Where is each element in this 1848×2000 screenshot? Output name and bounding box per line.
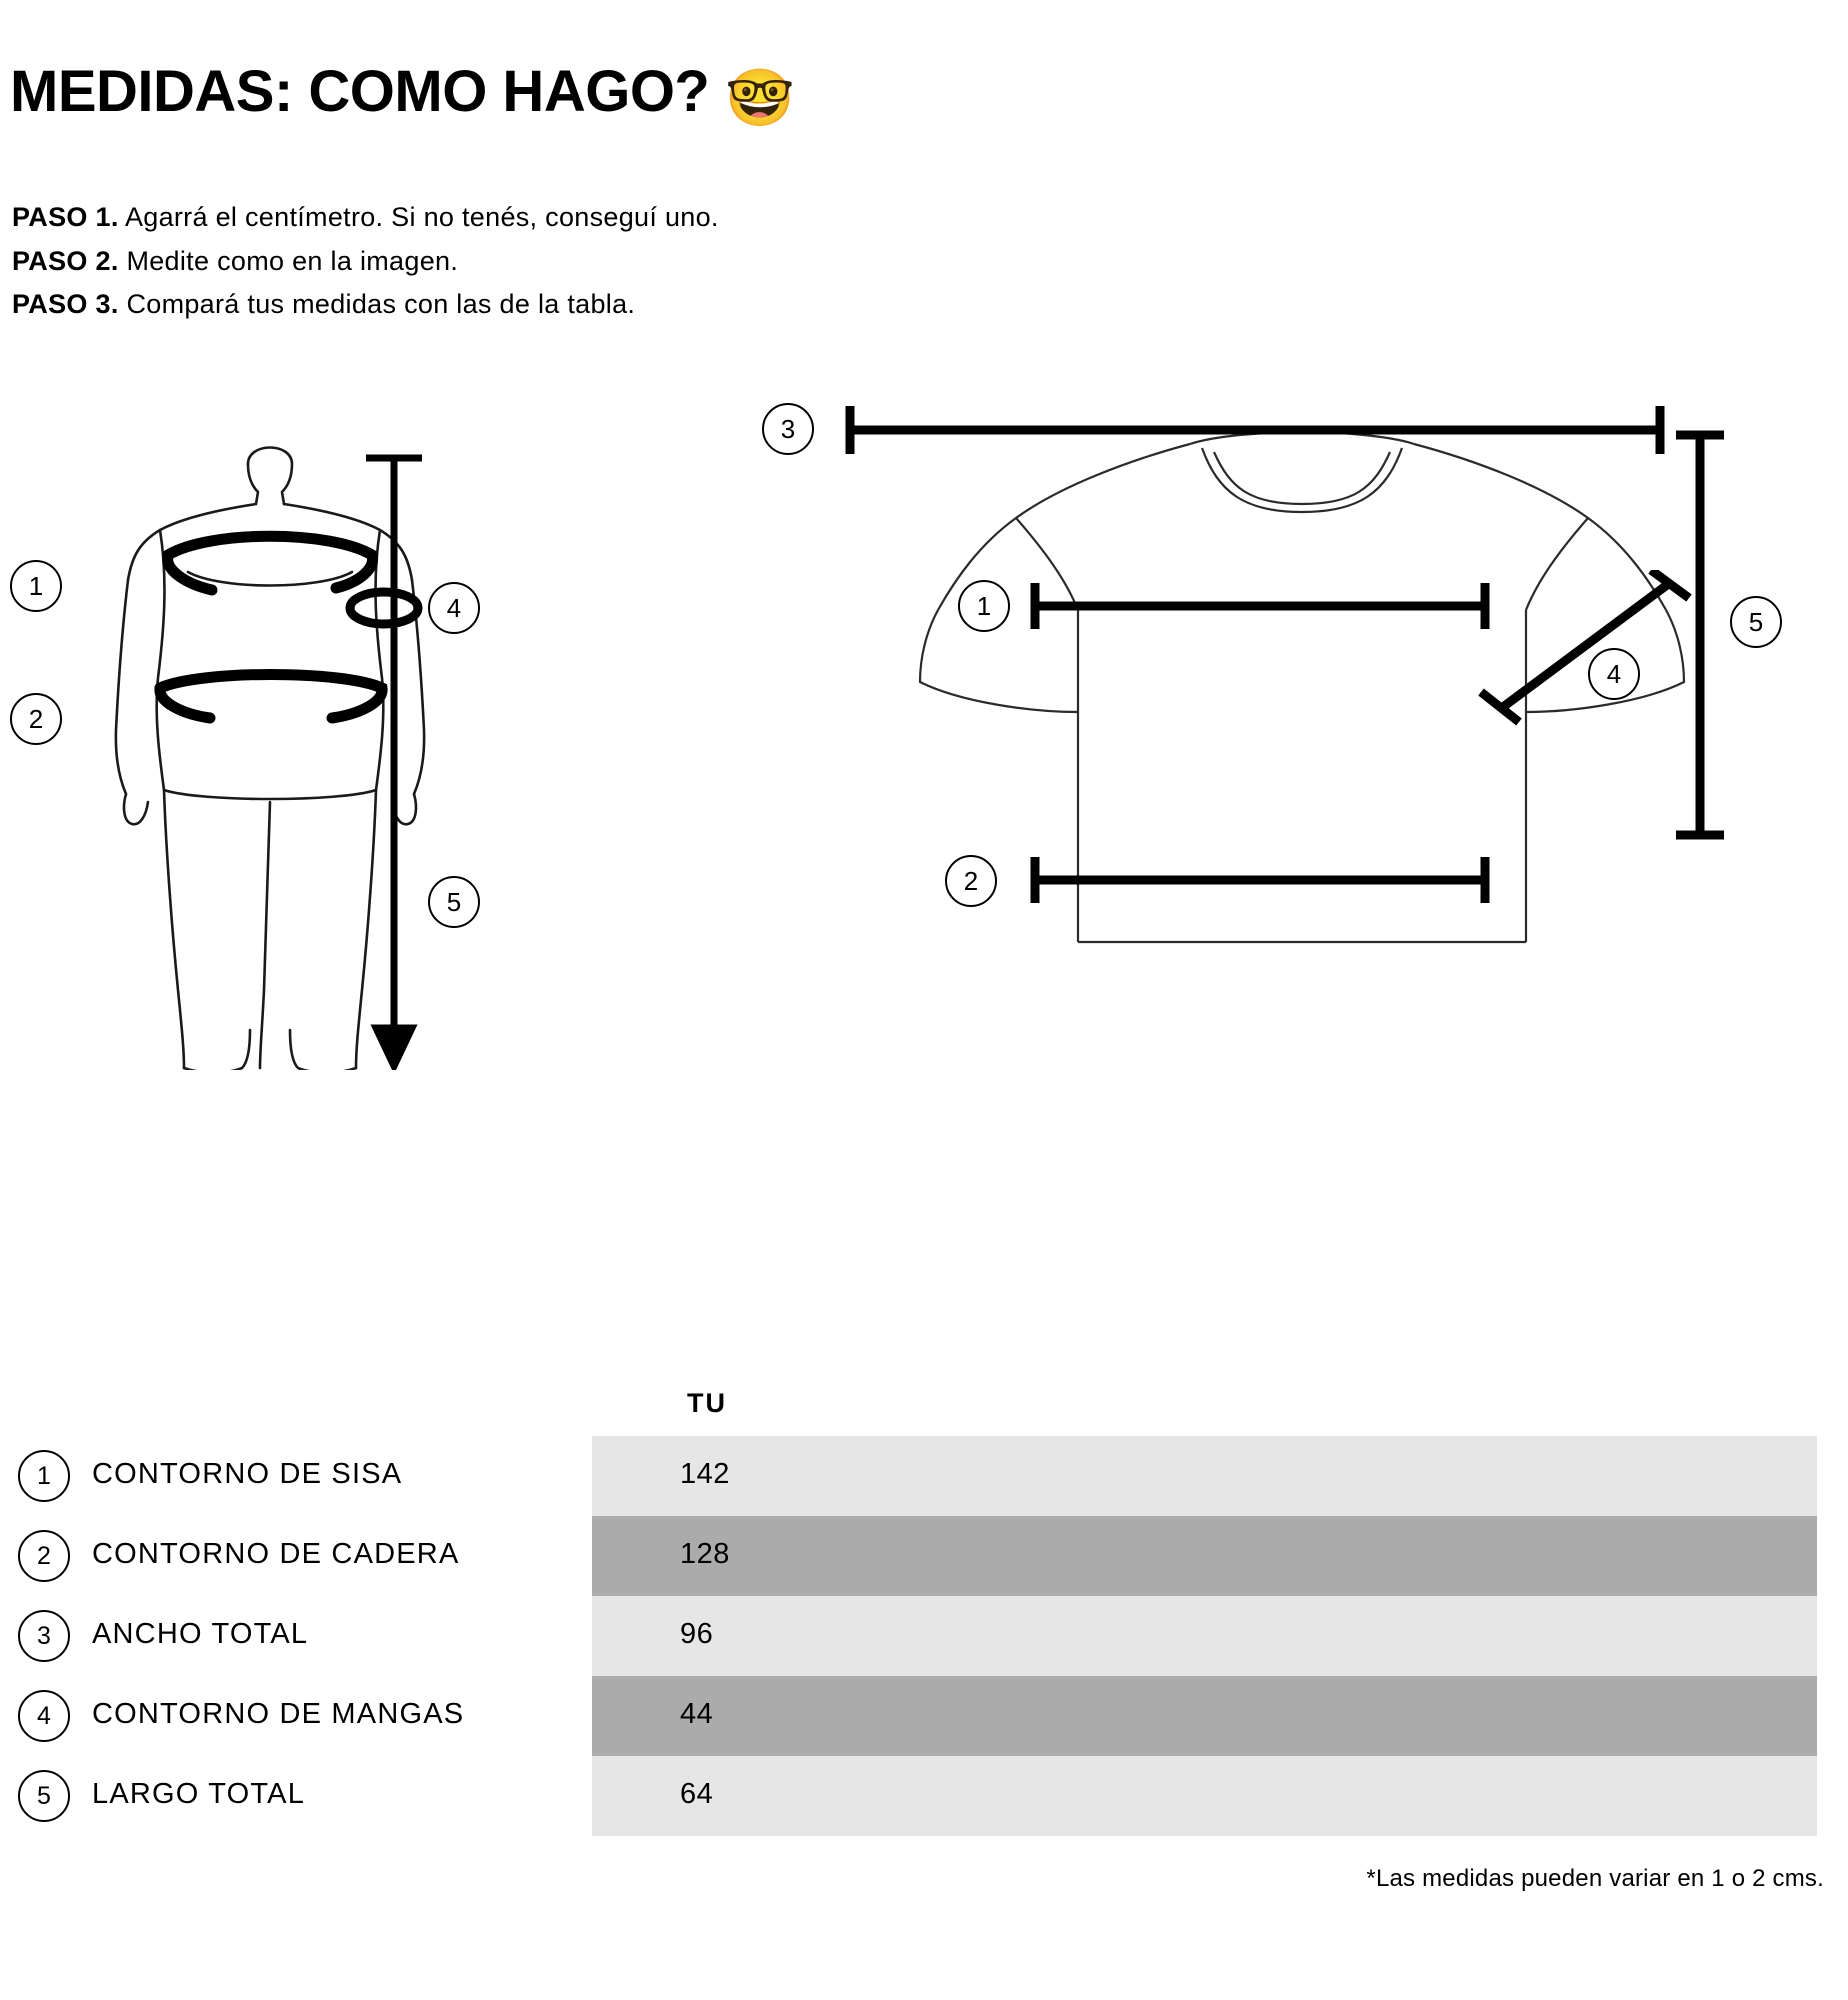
diagram-marker-2-body: 2 [10, 693, 62, 745]
row-value: 44 [680, 1698, 714, 1730]
row-band [592, 1436, 1817, 1516]
diagram-marker-5-garment: 5 [1730, 596, 1782, 648]
diagram-marker-3-garment: 3 [762, 403, 814, 455]
measure-bar-total-length [1670, 425, 1730, 845]
row-label: CONTORNO DE SISA [92, 1458, 403, 1490]
row-value: 96 [680, 1618, 714, 1650]
row-value: 142 [680, 1458, 730, 1490]
step-item [12, 196, 719, 240]
diagram-marker-5-body: 5 [428, 876, 480, 928]
diagram-marker-1-garment: 1 [958, 580, 1010, 632]
row-value: 128 [680, 1538, 730, 1570]
step-label: PASO 3. [12, 289, 119, 320]
step-text: Medite como en la imagen. [126, 245, 459, 276]
table-row [0, 1676, 1848, 1756]
measure-bar-sleeve [1475, 570, 1695, 730]
measurement-diagram [0, 413, 1848, 1360]
step-item [12, 240, 719, 284]
row-marker: 4 [18, 1690, 70, 1742]
table-row [0, 1516, 1848, 1596]
table-body [0, 1436, 1848, 1836]
step-text: Compará tus medidas con las de la tabla. [126, 289, 636, 320]
row-label: ANCHO TOTAL [92, 1618, 309, 1650]
step-label: PASO 2. [12, 245, 119, 276]
body-length-arrow [350, 430, 440, 1070]
table-row [0, 1756, 1848, 1836]
measure-bar-hip [1025, 852, 1495, 908]
step-text: Agarrá el centímetro. Si no tenés, conseguí uno. [124, 202, 719, 232]
page-title [10, 58, 795, 131]
row-label: CONTORNO DE CADERA [92, 1538, 460, 1570]
row-band [592, 1756, 1817, 1836]
diagram-marker-2-garment: 2 [945, 855, 997, 907]
diagram-marker-1-body: 1 [10, 560, 62, 612]
page-title-text: MEDIDAS: COMO HAGO? [10, 59, 710, 124]
diagram-marker-4-body: 4 [428, 582, 480, 634]
row-band [592, 1596, 1817, 1676]
table-row [0, 1436, 1848, 1516]
row-value: 64 [680, 1778, 714, 1810]
step-label: PASO 1. [12, 202, 119, 232]
row-band [592, 1516, 1817, 1596]
table-footnote: *Las medidas pueden variar en 1 o 2 cms. [1366, 1865, 1824, 1892]
table-row [0, 1596, 1848, 1676]
table-column-header-tu: TU [687, 1388, 727, 1418]
row-marker: 3 [18, 1610, 70, 1662]
steps-list [12, 196, 719, 327]
measure-bar-chest [1025, 578, 1495, 634]
row-marker: 5 [18, 1770, 70, 1822]
row-label: LARGO TOTAL [92, 1778, 306, 1810]
row-marker: 1 [18, 1450, 70, 1502]
row-label: CONTORNO DE MANGAS [92, 1698, 465, 1730]
diagram-marker-4-garment: 4 [1588, 648, 1640, 700]
nerd-face-emoji: 🤓 [725, 66, 795, 129]
row-band [592, 1676, 1817, 1756]
row-marker: 2 [18, 1530, 70, 1582]
step-item [12, 283, 719, 327]
measure-bar-total-width [840, 400, 1670, 460]
